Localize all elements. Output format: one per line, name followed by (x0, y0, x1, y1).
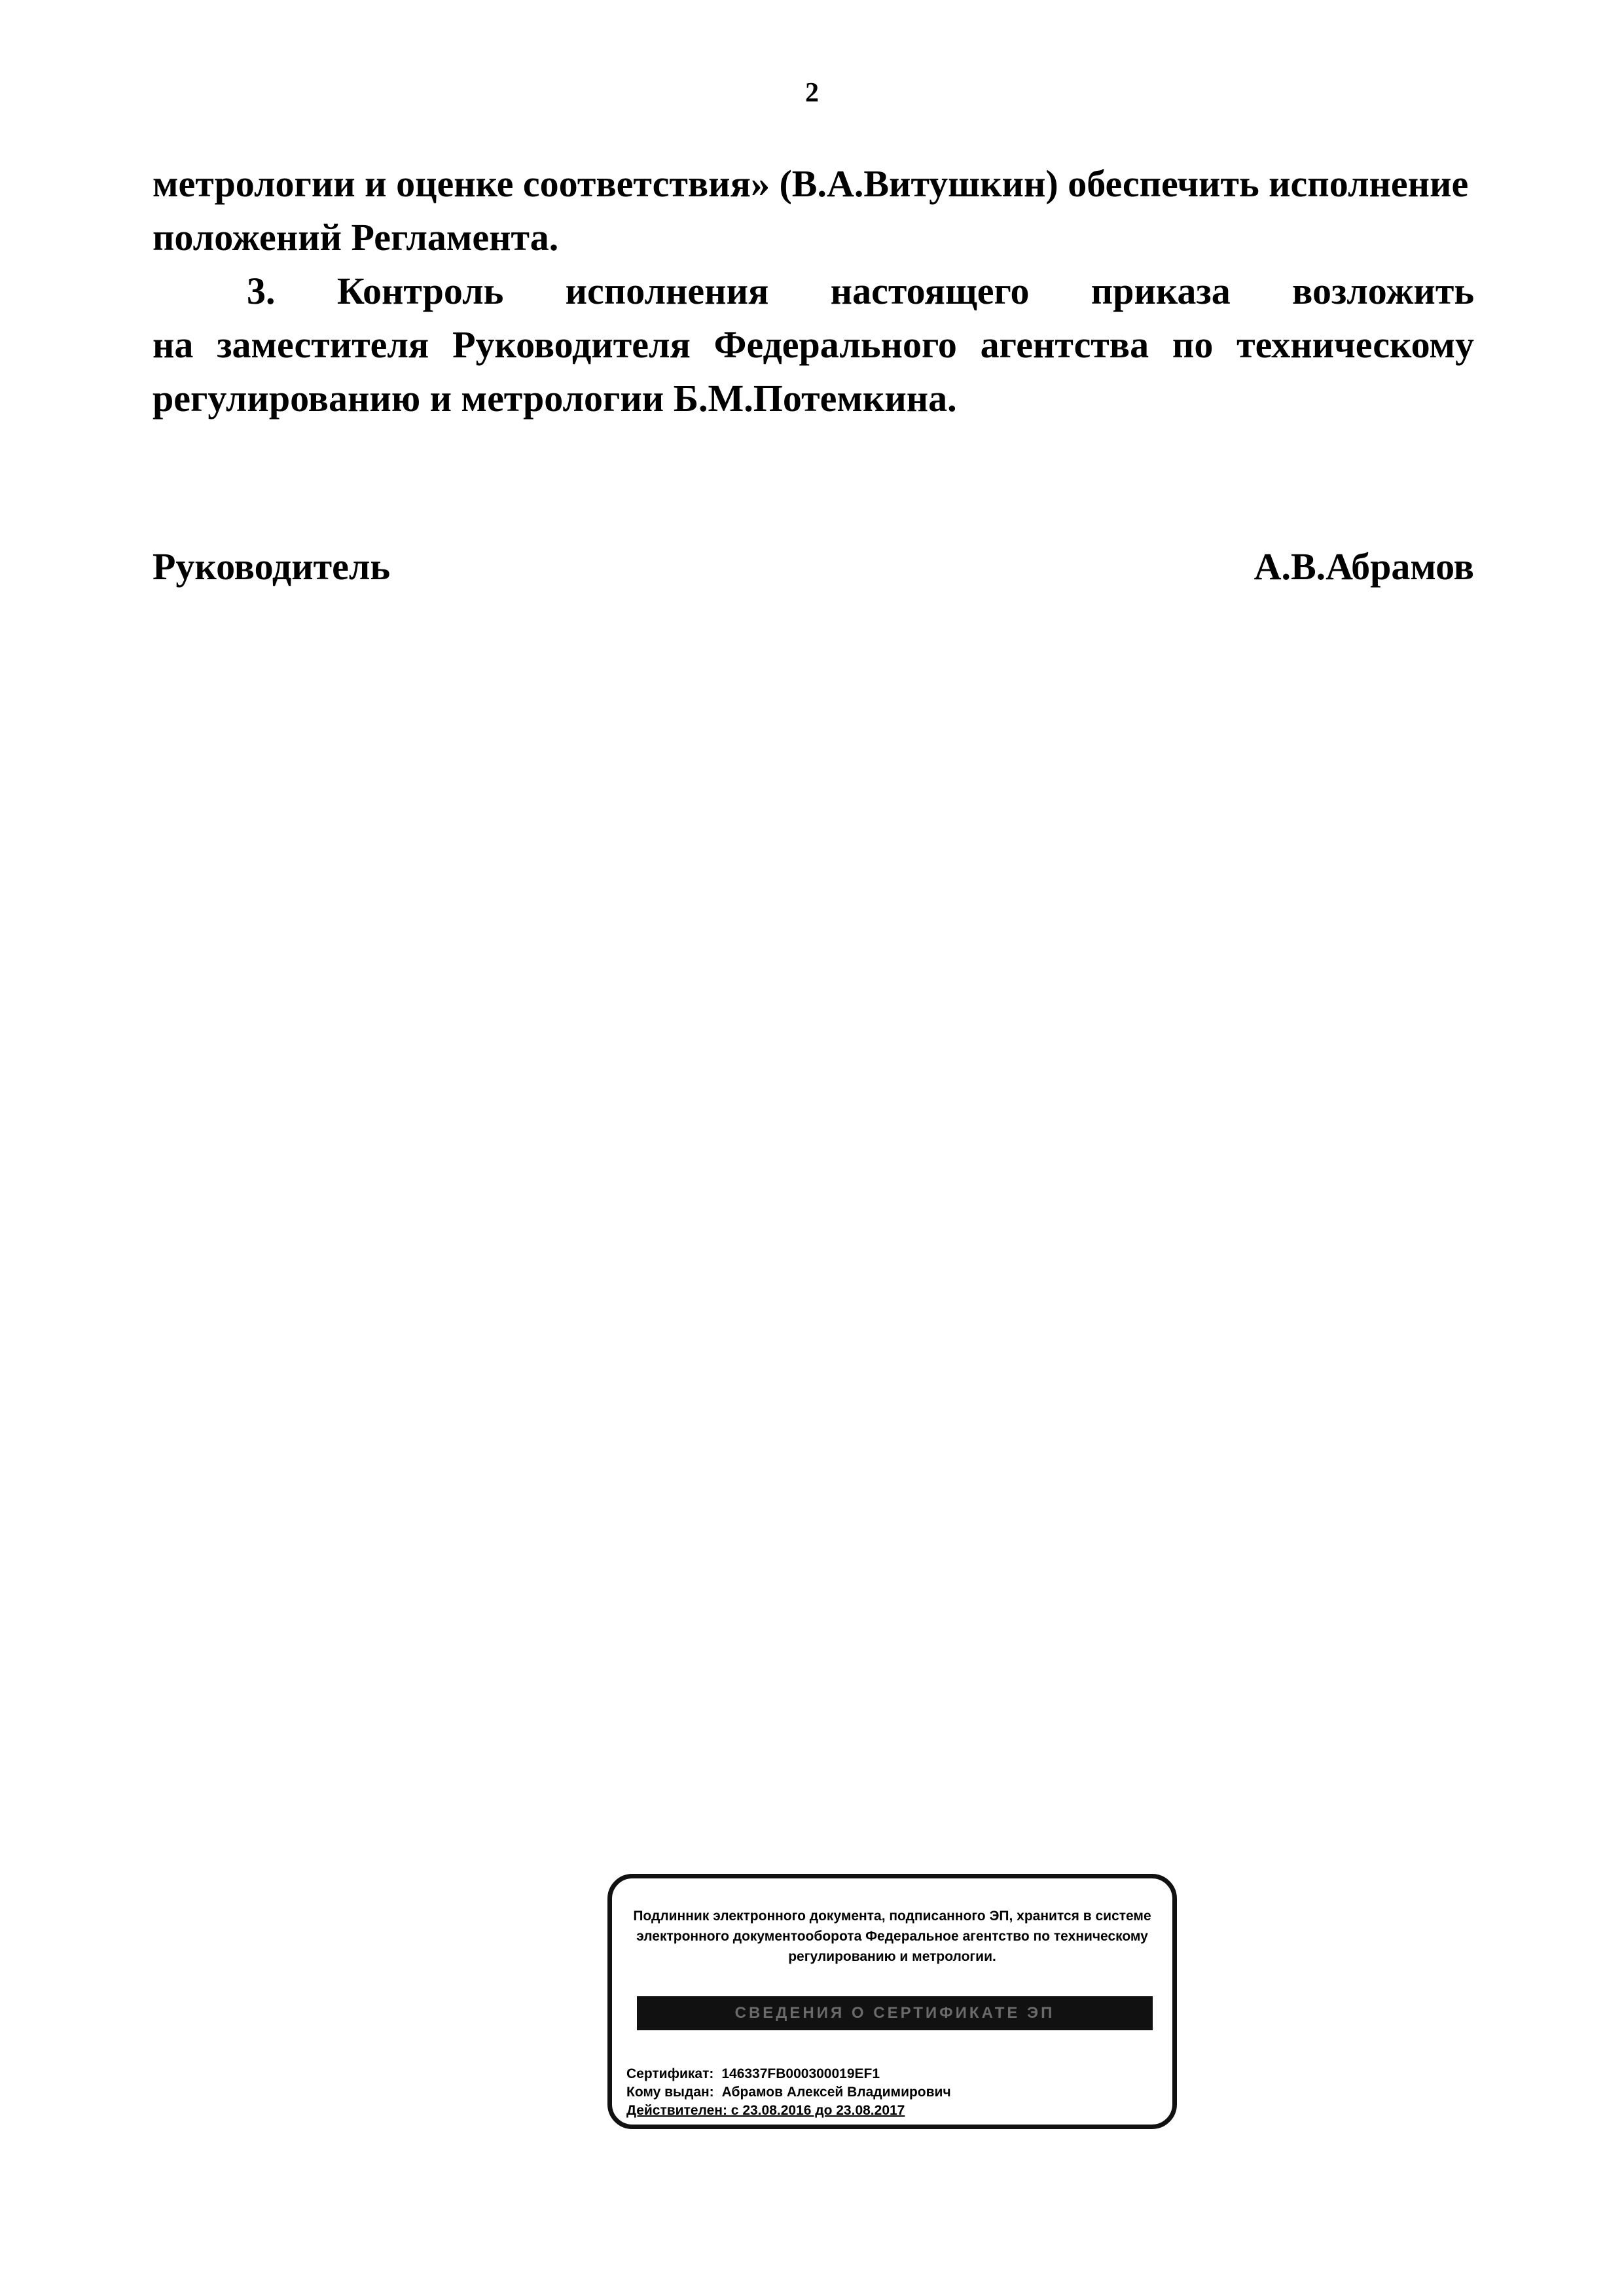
signatory-position: Руководитель (153, 545, 391, 588)
stamp-certificate-bar (637, 1996, 1153, 2030)
electronic-signature-stamp (607, 1874, 1177, 2129)
stamp-header: Подлинник электронного документа, подписанного ЭП, хранится в системе электронного документооборота Федеральное агентство по техническому регулированию и метрологии. (633, 1909, 1151, 1964)
certificate-row (626, 2065, 1158, 2083)
paragraph-item-3-first-line: 3. Контроль исполнения настоящего приказа возложить (247, 270, 1474, 312)
issued-to-row (626, 2083, 1158, 2102)
stamp-certificate-info (626, 2065, 1158, 2120)
certificate-label: Сертификат: (626, 2066, 714, 2081)
page-number: 2 (805, 78, 819, 108)
signature-block (153, 545, 1474, 588)
stamp-bar-label: СВЕДЕНИЯ О СЕРТИФИКАТЕ ЭП (734, 2004, 1055, 2022)
paragraph-continuation (153, 157, 1474, 264)
certificate-value: 146337FB000300019EF1 (721, 2066, 880, 2081)
signatory-name: А.В.Абрамов (1254, 545, 1474, 588)
paragraph-item-3-rest: на заместителя Руководителя Федерального агентства по техническому регулированию и метрологии Б.М.Потемкина. (153, 323, 1474, 420)
document-body (153, 157, 1474, 425)
validity-row: Действителен: с 23.08.2016 до 23.08.2017 (626, 2103, 905, 2118)
issued-to-label: Кому выдан: (626, 2085, 714, 2100)
issued-to-value: Абрамов Алексей Владимирович (721, 2085, 951, 2100)
paragraph-line: метрологии и оценке соответствия» (В.А.Витушкин) обеспечить исполнение (153, 162, 1469, 205)
paragraph-line: положений Регламента. (153, 216, 559, 259)
